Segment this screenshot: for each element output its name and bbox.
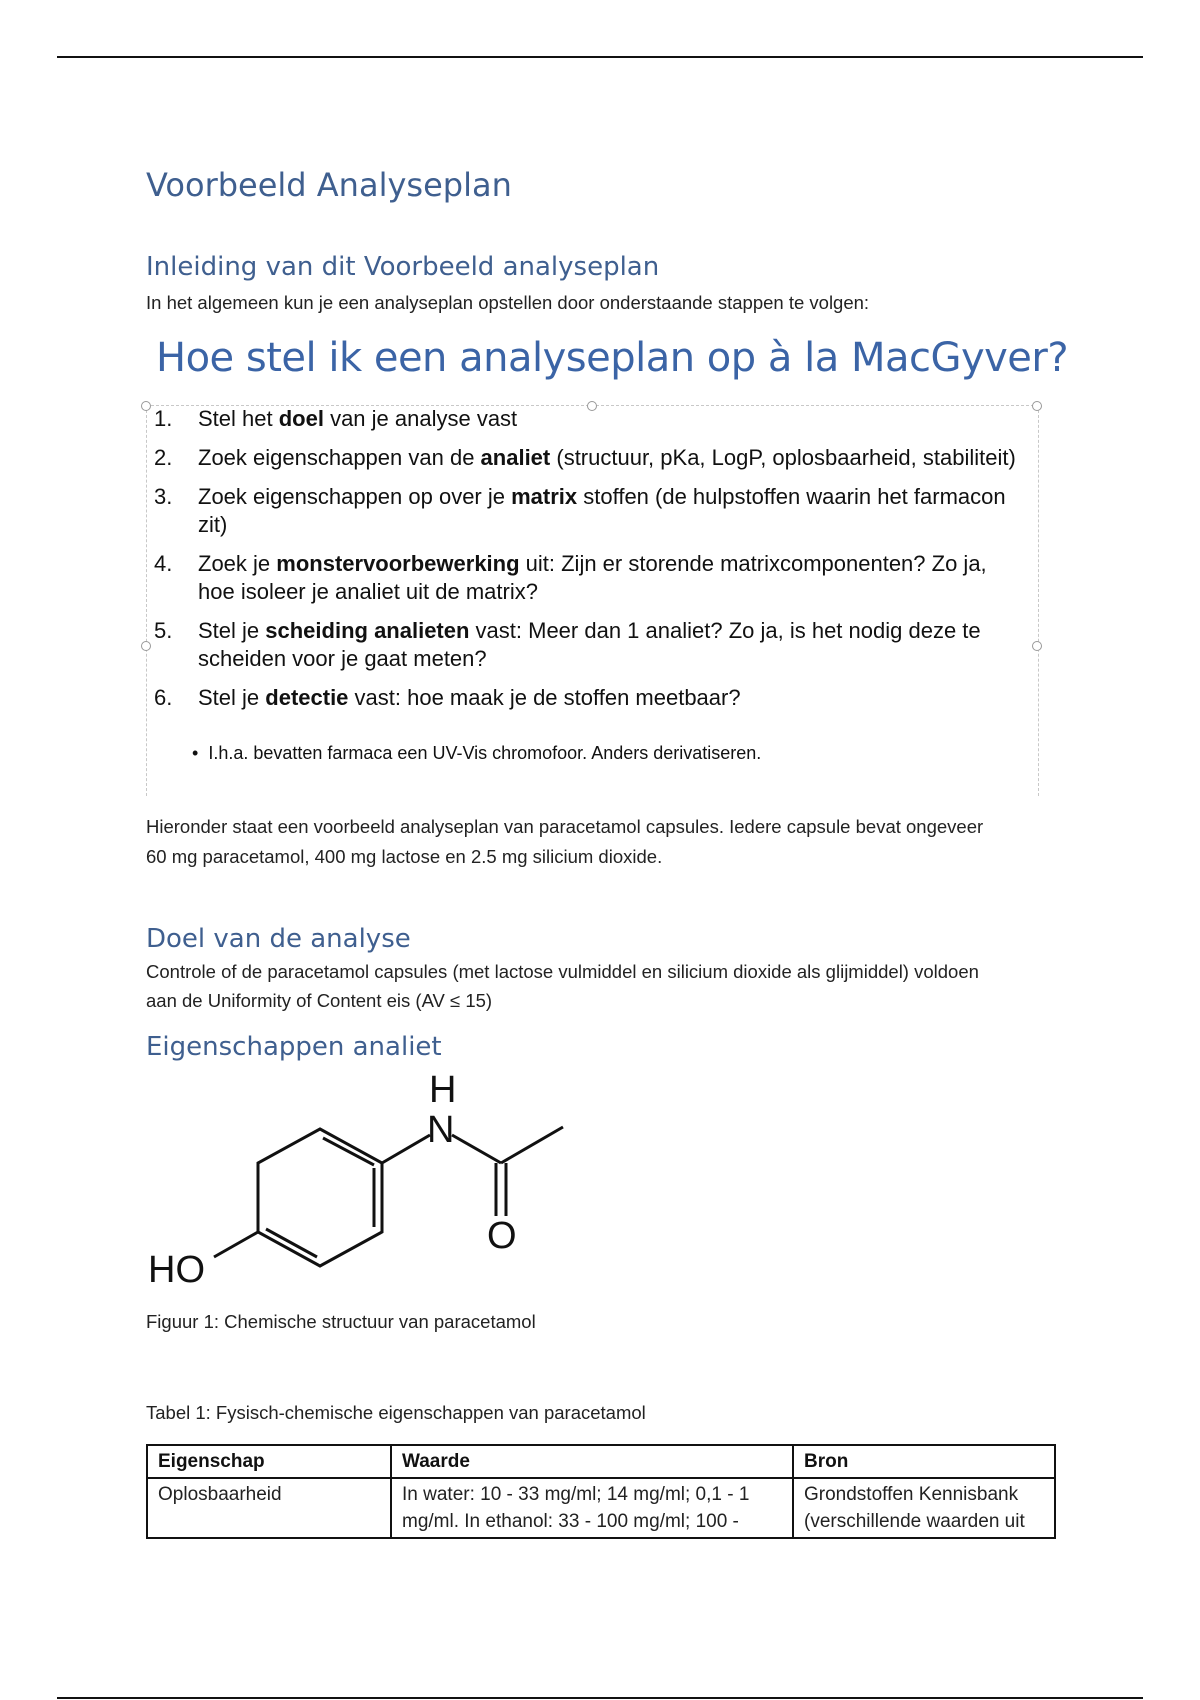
bullet-text: I.h.a. bevatten farmaca een UV-Vis chromofoor. Anders derivatiseren.: [208, 743, 762, 763]
table-row: [147, 1478, 1055, 1538]
molecule-label-ho: HO: [148, 1249, 205, 1288]
table-cell: Grondstoffen Kennisbank (verschillende waarden uit: [793, 1478, 1055, 1538]
example-text: Hieronder staat een voorbeeld analyseplan van paracetamol capsules. Iedere capsule bevat ongeveer 60 mg paracetamol, 400 mg lactose en 2.5 mg silicium dioxide.: [146, 816, 984, 867]
column-header: Eigenschap: [147, 1445, 391, 1478]
step-item: [154, 550, 1024, 606]
goal-heading: Doel van de analyse: [146, 924, 411, 954]
step-text: Zoek eigenschappen van de analiet (structuur, pKa, LogP, oplosbaarheid, stabiliteit): [198, 445, 1016, 470]
column-header: Waarde: [391, 1445, 793, 1478]
properties-heading: Eigenschappen analiet: [146, 1032, 442, 1062]
step-text: Stel je scheiding analieten vast: Meer dan 1 analiet? Zo ja, is het nodig deze te scheiden voor je gaat meten?: [198, 618, 981, 671]
step-number: 3.: [154, 484, 173, 509]
step-number: 5.: [154, 618, 173, 643]
footer-rule: [57, 1697, 1143, 1699]
goal-text: Controle of de paracetamol capsules (met lactose vulmiddel en silicium dioxide als glijmiddel) voldoen aan de Uniformity of Content eis (AV ≤ 15): [146, 961, 979, 1011]
embedded-slide[interactable]: [146, 335, 1069, 795]
molecule-label-h: H: [429, 1069, 457, 1111]
resize-handle[interactable]: [141, 401, 151, 411]
step-item: [154, 684, 1024, 712]
step-text: Zoek eigenschappen op over je matrix stoffen (de hulpstoffen waarin het farmacon zit): [198, 484, 1006, 537]
steps-list: [154, 405, 1024, 723]
sub-bullet: [192, 743, 761, 764]
step-number: 6.: [154, 685, 173, 710]
step-text: Zoek je monstervoorbewerking uit: Zijn er storende matrixcomponenten? Zo ja, hoe isoleer je analiet uit de matrix?: [198, 551, 987, 604]
step-item: [154, 483, 1024, 539]
column-header: Bron: [793, 1445, 1055, 1478]
bullet-dot: •: [192, 743, 199, 763]
slide-title: Hoe stel ik een analyseplan op à la MacGyver?: [156, 335, 1069, 381]
intro-text: In het algemeen kun je een analyseplan opstellen door onderstaande stappen te volgen:: [146, 292, 870, 313]
resize-handle[interactable]: [141, 641, 151, 651]
paracetamol-structure: [146, 1068, 586, 1288]
table-cell: In water: 10 - 33 mg/ml; 14 mg/ml; 0,1 - 1 mg/ml. In ethanol: 33 - 100 mg/ml; 100 -: [391, 1478, 793, 1538]
step-text: Stel je detectie vast: hoe maak je de stoffen meetbaar?: [198, 685, 741, 710]
step-number: 4.: [154, 551, 173, 576]
step-item: [154, 444, 1024, 472]
molecule-label-o: O: [487, 1215, 517, 1257]
step-item: [154, 617, 1024, 673]
molecule-label-n: N: [427, 1109, 455, 1151]
step-number: 1.: [154, 406, 173, 431]
figure-caption: Figuur 1: Chemische structuur van paracetamol: [146, 1311, 536, 1332]
step-text: Stel het doel van je analyse vast: [198, 406, 518, 431]
step-number: 2.: [154, 445, 173, 470]
intro-heading: Inleiding van dit Voorbeeld analyseplan: [146, 252, 660, 282]
table-cell: Oplosbaarheid: [147, 1478, 391, 1538]
table-caption: Tabel 1: Fysisch-chemische eigenschappen van paracetamol: [146, 1402, 646, 1423]
header-rule: [57, 56, 1143, 58]
properties-table: [146, 1444, 1056, 1539]
table-header-row: [147, 1445, 1055, 1478]
step-item: [154, 405, 1024, 433]
resize-handle[interactable]: [1032, 401, 1042, 411]
document-title: Voorbeeld Analyseplan: [146, 166, 512, 204]
resize-handle[interactable]: [1032, 641, 1042, 651]
